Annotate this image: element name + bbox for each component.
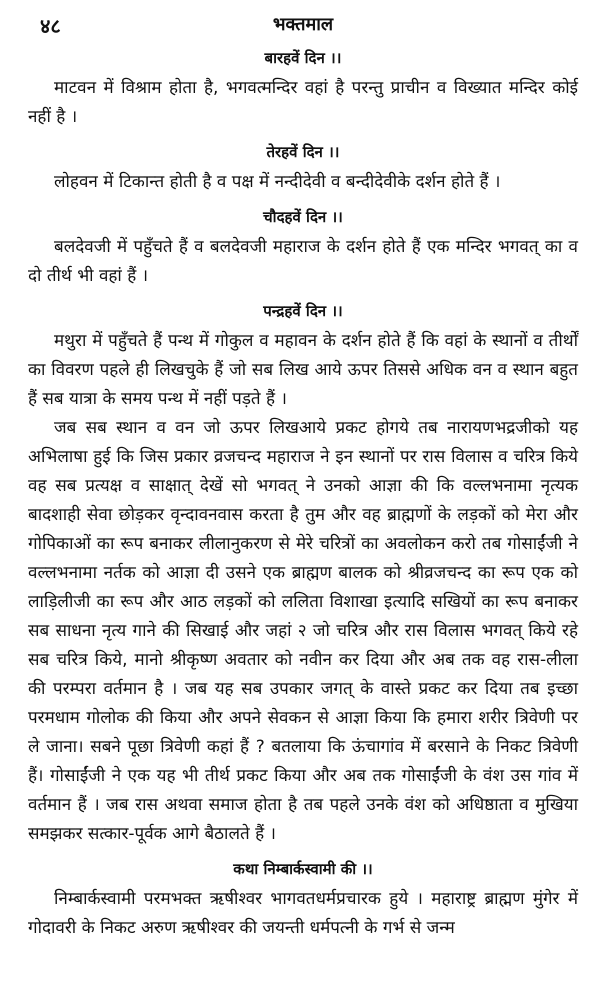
paragraph: लोहवन में टिकान्त होती है व पक्ष में नन्दीदेवी व बन्दीदेवीके दर्शन होते हैं । xyxy=(54,172,501,192)
paragraph: जब सब स्थान व वन जो ऊपर लिखआये प्रकट होगये तब नारायणभद्रजीको यह अभिलाषा हुई कि जिस प्रकार व्रजचन्द महाराज ने इन स्थानों पर रास विलास व चरित्र किये वह सब प्रत्यक्ष व साक्षात् देखें सो भगवत् ने उनको आज्ञा की कि वल्लभनामा नृत्यक बादशाही सेवा छोड़कर वृन्दावनवास करता है तुम और वह ब्राह्मणों के लड़कों को मेरा और गोपिकाओं का रूप बनाकर लीलानुकरण से मेरे चरित्रों का अवलोकन करो तब गोसाईंजी ने वल्लभनामा नर्तक को आज्ञा दी उसने एक ब्राह्मण बालक को श्रीव्रजचन्द का रूप एक को लाड़िलीजी का रूप और आठ लड़कों को ललिता विशाखा इत्यादि सखियों का रूप बनाकर सब साधना नृत्य गाने की सिखाई और जहां २ जो चरित्र और रास विलास भगवत् किये रहे सब चरित्र किये, मानो श्रीकृष्ण अवतार को नवीन कर दिया और अब तक वह रास-लीला की परम्परा वर्तमान है । जब यह सब उपकार जगत् के वास्ते प्रकट कर दिया तब इच्छा परमधाम गोलोक की किया और अपने सेवकन से आज्ञा किया कि हमारा शरीर त्रिवेणी पर ले जाना। सबने पूछा त्रिवेणी कहां हैं ? बतलाया कि ऊंचागांव में बरसाने के निकट त्रिवेणी हैं। गोसाईंजी ने एक यह भी तीर्थ प्रकट किया और अब तक गोसाईंजी के वंश उस गांव में वर्तमान हैं । जब रास अथवा समाज होता है तब पहले उनके वंश को अधिष्ठाता व मुखिया समझकर सत्कार-पूर्वक आगे बैठालते हैं । xyxy=(28,418,578,844)
paragraph: निम्बार्कस्वामी परमभक्त ऋषीश्वर भागवतधर्मप्रचारक हुये । महाराष्ट्र ब्राह्मण मुंगेर में गोदावरी के निकट अरुण ऋषीश्वर की जयन्ती धर्मपत्नी के गर्भ से जन्म xyxy=(28,889,578,938)
section-nimbarka-story xyxy=(28,859,578,943)
section-day-12 xyxy=(28,48,578,132)
paragraph: माटवन में विश्राम होता है, भगवत्मन्दिर वहां है परन्तु प्राचीन व विख्यात मन्दिर कोई नहीं है । xyxy=(28,78,578,127)
paragraph: मथुरा में पहुँचते हैं पन्थ में गोकुल व महावन के दर्शन होते हैं कि वहां के स्थानों व तीर्थों का विवरण पहले ही लिखचुके हैं जो सब लिख आये ऊपर तिससे अधिक वन व स्थान बहुत हैं सब यात्रा के समय पन्थ में नहीं पड़ते हैं । xyxy=(28,331,578,409)
section-heading: पन्द्रहवें दिन ।। xyxy=(263,302,343,320)
section-heading: तेरहवें दिन ।। xyxy=(266,143,340,161)
running-title: भक्तमाल xyxy=(272,14,334,35)
paragraph: बलदेवजी में पहुँचते हैं व बलदेवजी महाराज के दर्शन होते हैं एक मन्दिर भगवत् का व दो तीर्थ भी वहां हैं । xyxy=(28,237,578,286)
section-heading: बारहवें दिन ।। xyxy=(264,49,342,67)
section-heading: चौदहवें दिन ।। xyxy=(263,208,343,226)
section-day-14 xyxy=(28,207,578,291)
section-day-15 xyxy=(28,301,578,849)
page-number: ४८ xyxy=(40,14,61,38)
section-day-13 xyxy=(28,142,578,197)
section-heading: कथा निम्बार्कस्वामी की ।। xyxy=(233,860,373,878)
page-header xyxy=(28,10,578,46)
